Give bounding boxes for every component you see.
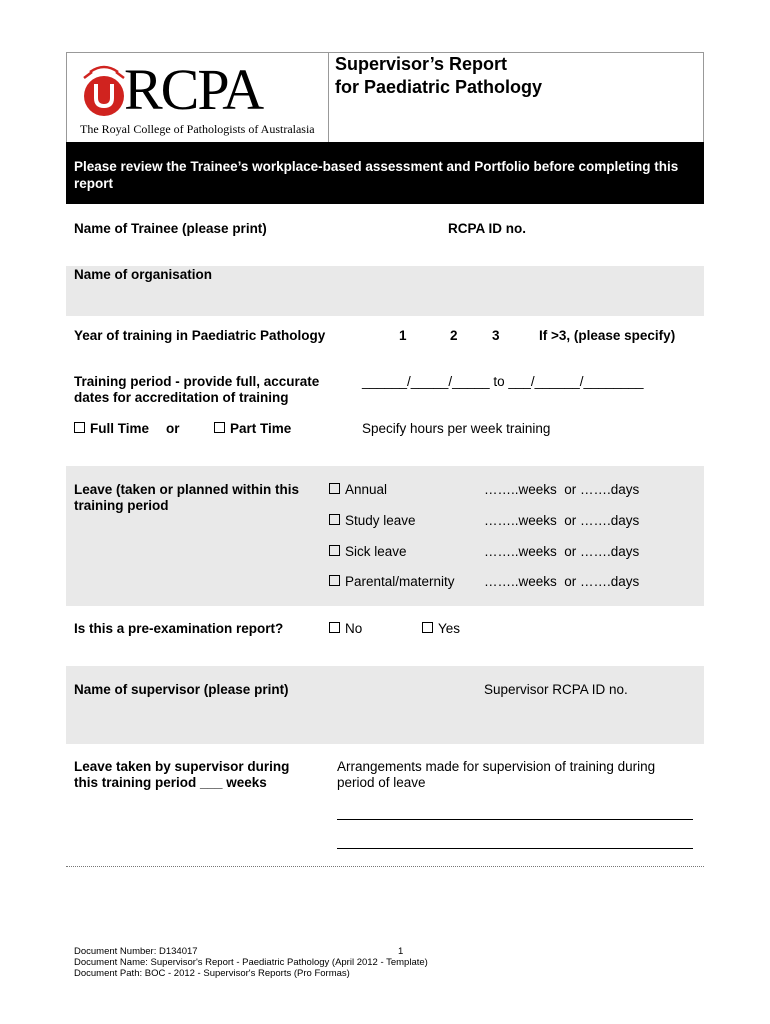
leave-checkbox[interactable] (329, 545, 340, 556)
leave-checkbox[interactable] (329, 575, 340, 586)
document-footer (74, 946, 428, 979)
leave-option-annual[interactable] (329, 482, 387, 498)
instruction-text: Please review the Trainee’s workplace-based assessment and Portfolio before completing this report (74, 159, 679, 191)
full-time-option[interactable] (74, 421, 149, 437)
period-label-line-2: dates for accreditation of training (74, 390, 289, 405)
supervisor-leave-line-2: this training period ___ weeks (74, 775, 267, 790)
full-time-label: Full Time (90, 421, 150, 436)
trainee-name-label: Name of Trainee (please print) (74, 221, 267, 236)
leave-option-sick[interactable] (329, 544, 407, 560)
preexam-yes-label: Yes (438, 621, 461, 636)
hours-label: Specify hours per week training (362, 421, 551, 436)
leave-label-line-2: training period (74, 498, 169, 513)
header-divider (328, 52, 329, 142)
leave-label-line-1: Leave (taken or planned within this (74, 482, 300, 497)
footer-doc-number: Document Number: D134017 (74, 946, 198, 957)
organisation-label: Name of organisation (74, 267, 213, 282)
arrangements-line-2: period of leave (337, 775, 426, 790)
preexam-yes-checkbox[interactable] (422, 622, 433, 633)
logo-subtitle: The Royal College of Pathologists of Australasia (80, 122, 315, 136)
year-other-label: If >3, (please specify) (539, 328, 676, 343)
leave-duration-sick[interactable]: ……..weeks or …….days (484, 544, 640, 559)
supervisor-leave-label (74, 759, 289, 791)
footer-doc-path: Document Path: BOC - 2012 - Supervisor's Reports (Pro Formas) (74, 968, 350, 979)
part-time-option[interactable] (214, 421, 291, 437)
leave-label (74, 482, 299, 514)
leave-option-label: Sick leave (345, 544, 407, 559)
leave-option-label: Parental/maternity (345, 574, 455, 589)
part-time-label: Part Time (230, 421, 292, 436)
leave-duration-study[interactable]: ……..weeks or …….days (484, 513, 640, 528)
leave-option-parental[interactable] (329, 574, 455, 590)
or-label: or (166, 421, 180, 436)
part-time-checkbox[interactable] (214, 422, 225, 433)
preexam-no-label: No (345, 621, 363, 636)
footer-doc-name: Document Name: Supervisor's Report - Paediatric Pathology (April 2012 - Template) (74, 957, 428, 968)
page-title (335, 53, 542, 99)
period-dates-field[interactable]: ______/_____/_____ to ___/______/________ (362, 374, 644, 389)
leave-option-label: Study leave (345, 513, 416, 528)
arrangements-line-1: Arrangements made for supervision of training during (337, 759, 656, 774)
year-option-2[interactable]: 2 (450, 328, 458, 343)
period-label (74, 374, 319, 406)
preexam-no-option[interactable] (329, 621, 362, 637)
supervisor-rcpa-id-label: Supervisor RCPA ID no. (484, 682, 628, 697)
footer-page-number: 1 (398, 946, 404, 957)
supervisor-section (66, 666, 704, 744)
period-label-line-1: Training period - provide full, accurate (74, 374, 320, 389)
full-time-checkbox[interactable] (74, 422, 85, 433)
logo-emblem-icon (78, 64, 130, 118)
title-line-2: for Paediatric Pathology (335, 77, 543, 97)
leave-option-label: Annual (345, 482, 388, 497)
logo-wordmark: RCPA (124, 57, 263, 122)
title-line-1: Supervisor’s Report (335, 54, 508, 74)
preexam-yes-option[interactable] (422, 621, 460, 637)
supervisor-leave-line-1: Leave taken by supervisor during (74, 759, 290, 774)
trainee-rcpa-id-label: RCPA ID no. (448, 221, 526, 236)
supervisor-name-label: Name of supervisor (please print) (74, 682, 289, 697)
arrangements-entry-line-2[interactable] (337, 848, 693, 849)
arrangements-entry-line-1[interactable] (337, 819, 693, 820)
section-divider (66, 866, 704, 867)
leave-duration-annual[interactable]: ……..weeks or …….days (484, 482, 640, 497)
leave-checkbox[interactable] (329, 483, 340, 494)
leave-option-study[interactable] (329, 513, 416, 529)
arrangements-label (337, 759, 655, 791)
preexam-no-checkbox[interactable] (329, 622, 340, 633)
preexam-label: Is this a pre-examination report? (74, 621, 284, 636)
leave-duration-parental[interactable]: ……..weeks or …….days (484, 574, 640, 589)
rcpa-logo (78, 57, 323, 136)
year-label: Year of training in Paediatric Pathology (74, 328, 326, 343)
leave-checkbox[interactable] (329, 514, 340, 525)
year-option-1[interactable]: 1 (399, 328, 407, 343)
year-option-3[interactable]: 3 (492, 328, 500, 343)
